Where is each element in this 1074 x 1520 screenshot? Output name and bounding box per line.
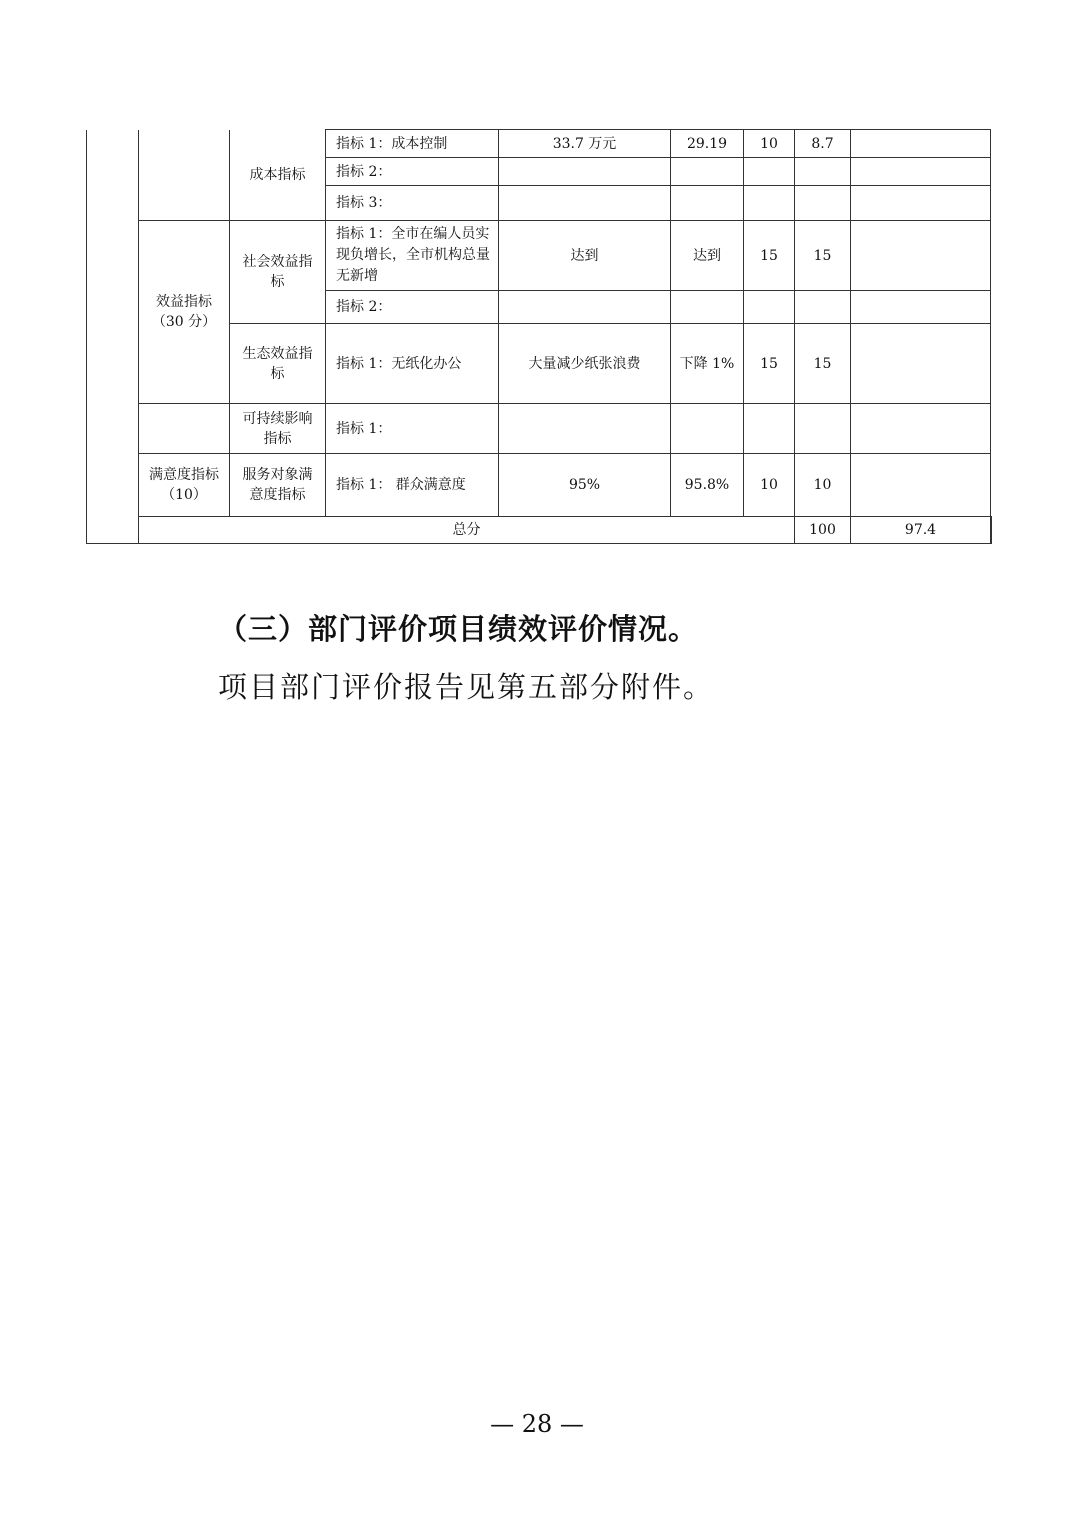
actual-cell [671, 158, 744, 186]
weight-cell [744, 158, 795, 186]
note-cell [851, 404, 991, 454]
target-cell: 大量减少纸张浪费 [499, 324, 671, 404]
score-cell [795, 404, 851, 454]
weight-cell: 10 [744, 454, 795, 517]
score-cell: 15 [795, 324, 851, 404]
score-cell [795, 291, 851, 324]
category-cell-eco [230, 324, 326, 404]
total-weight: 100 [795, 517, 851, 544]
table-row [87, 130, 992, 158]
actual-cell [671, 186, 744, 221]
target-cell [499, 186, 671, 221]
indicator-cell: 指标 1： [326, 404, 499, 454]
actual-cell: 95.8% [671, 454, 744, 517]
category-label: 可持续影响指标 [242, 410, 313, 447]
score-cell [795, 158, 851, 186]
target-cell [499, 404, 671, 454]
note-cell [851, 291, 991, 324]
score-cell: 15 [795, 221, 851, 291]
total-row [87, 517, 992, 544]
category-label: 社会效益指标 [242, 254, 313, 290]
category-cell-satisfaction [230, 454, 326, 517]
target-cell: 95% [499, 454, 671, 517]
category-cell-sustain [230, 404, 326, 454]
note-cell [851, 130, 991, 158]
total-label: 总分 [139, 517, 795, 544]
actual-cell: 达到 [671, 221, 744, 291]
score-cell: 8.7 [795, 130, 851, 158]
group-cell-satisfaction [139, 454, 230, 517]
weight-cell [744, 186, 795, 221]
note-cell [851, 324, 991, 404]
performance-table [86, 129, 992, 544]
weight-cell [744, 291, 795, 324]
group-cell-benefit [139, 221, 230, 404]
target-cell [499, 158, 671, 186]
note-cell [851, 186, 991, 221]
weight-cell: 15 [744, 221, 795, 291]
total-note [991, 517, 992, 544]
indicator-cell: 指标 3： [326, 186, 499, 221]
indicator-cell: 指标 2： [326, 291, 499, 324]
note-cell [851, 454, 991, 517]
actual-cell [671, 291, 744, 324]
page-number: — 28 — [490, 1410, 584, 1438]
section-heading: （三）部门评价项目绩效评价情况。 [218, 612, 699, 646]
table-row [87, 454, 992, 517]
note-cell [851, 221, 991, 291]
category-cell-social [230, 221, 326, 324]
target-cell: 达到 [499, 221, 671, 291]
actual-cell: 29.19 [671, 130, 744, 158]
group-cell-sustain [139, 404, 230, 454]
section-paragraph: 项目部门评价报告见第五部分附件。 [218, 670, 715, 704]
category-label: 服务对象满意度指标 [242, 467, 313, 503]
total-score: 97.4 [851, 517, 991, 544]
category-label: 生态效益指标 [242, 345, 313, 382]
indicator-cell: 指标 1：全市在编人员实现负增长，全市机构总量无新增 [326, 221, 499, 291]
weight-cell: 15 [744, 324, 795, 404]
table-row [87, 221, 992, 291]
weight-cell [744, 404, 795, 454]
group-label: 效益指标（30 分） [151, 294, 217, 330]
indicator-cell: 指标 1：无纸化办公 [326, 324, 499, 404]
level1-cell [87, 130, 139, 544]
level2-cell [139, 130, 230, 221]
weight-cell: 10 [744, 130, 795, 158]
indicator-cell: 指标 2： [326, 158, 499, 186]
table-row [87, 404, 992, 454]
category-cell-cost: 成本指标 [230, 130, 326, 221]
actual-cell: 下降 1% [671, 324, 744, 404]
target-cell [499, 291, 671, 324]
score-cell [795, 186, 851, 221]
group-label: 满意度指标（10） [149, 467, 219, 503]
note-cell [851, 158, 991, 186]
actual-cell [671, 404, 744, 454]
indicator-cell: 指标 1：成本控制 [326, 130, 499, 158]
score-cell: 10 [795, 454, 851, 517]
target-cell: 33.7 万元 [499, 130, 671, 158]
indicator-cell: 指标 1： 群众满意度 [326, 454, 499, 517]
